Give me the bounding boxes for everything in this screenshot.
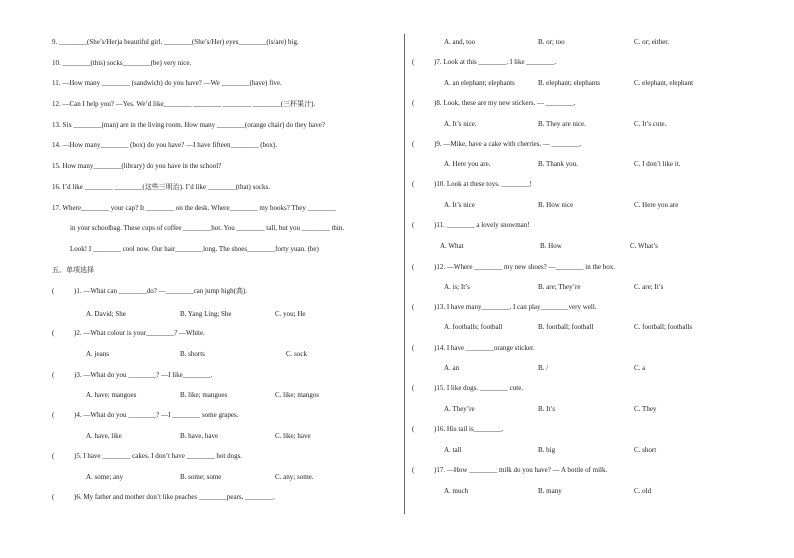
mc-13-option-c[interactable]: C. football; footballs	[634, 323, 693, 331]
mc-16-option-a[interactable]: A. tall	[444, 446, 462, 454]
paren-close: )	[434, 384, 437, 392]
mc-question-5	[52, 452, 242, 461]
question-text: 15. I like dogs. ________ cute.	[436, 384, 524, 392]
question-text: 9. —Mike, have a cake with cherries. — ________.	[436, 140, 582, 148]
mc-question-3	[52, 371, 212, 380]
answer-blank[interactable]: (	[412, 425, 415, 433]
mc-15-option-c[interactable]: C. They	[634, 405, 657, 413]
mc-question-12	[412, 263, 615, 272]
question-text: 13. I have many________. I can play________very well.	[436, 303, 597, 311]
mc-8-option-a[interactable]: A. It’s nice.	[444, 120, 477, 128]
mc-2-option-a[interactable]: A. jeans	[86, 350, 109, 358]
mc-question-17	[412, 466, 607, 475]
fill-item-15: 15. How many________(library) do you have in the school?	[52, 162, 222, 170]
question-text: 12. —Where ________ my new shoes? —________ in the box.	[436, 263, 616, 271]
mc-6-option-b[interactable]: B. or; too	[538, 38, 565, 46]
mc-10-option-a[interactable]: A. It’s nice	[444, 201, 475, 209]
question-text: 14. I have ________orange sticker.	[436, 344, 535, 352]
answer-blank[interactable]: (	[52, 411, 55, 419]
question-text: 11. ________ a lovely snowman!	[436, 221, 530, 229]
fill-item-10: 10. ________(this) socks________(be) very nice.	[52, 59, 192, 67]
mc-12-option-a[interactable]: A. is; It’s	[444, 283, 470, 291]
mc-11-option-b[interactable]: B. How	[540, 242, 562, 250]
fill-item-17: 17. Where________ your cap? It ________ on the desk. Where________ my books? They ________	[52, 204, 336, 212]
answer-blank[interactable]: (	[412, 263, 415, 271]
mc-question-16	[412, 425, 503, 434]
mc-question-7	[412, 58, 556, 67]
mc-16-option-c[interactable]: C. short	[634, 446, 657, 454]
question-text: 2. —What colour is your________? —White.	[76, 329, 205, 337]
paren-close: )	[434, 58, 437, 66]
mc-10-option-b[interactable]: B. How nice	[538, 201, 574, 209]
paren-close: )	[74, 452, 77, 460]
mc-4-option-c[interactable]: C. like; have	[275, 432, 311, 440]
mc-question-9	[412, 140, 581, 149]
fill-item-12: 12. —Can I help you? —Yes. We’d like________ ________ ________ ________(三杯果汁).	[52, 100, 316, 108]
mc-5-option-a[interactable]: A. some; any	[86, 473, 124, 481]
answer-blank[interactable]: (	[52, 493, 55, 501]
mc-1-option-c[interactable]: C. you; He	[275, 310, 306, 318]
fill-item-17-cont-1: in your schoolbag. These cups of coffee ________hot. You ________ tall, but you ________ thin.	[70, 224, 345, 232]
mc-6-option-c[interactable]: C. or; either.	[634, 38, 669, 46]
question-text: 8. Look, these are my new stickers. — ________.	[436, 99, 576, 107]
mc-14-option-b[interactable]: B. /	[538, 364, 549, 372]
paren-close: )	[74, 287, 77, 295]
mc-8-option-c[interactable]: C. It’s cute.	[634, 120, 667, 128]
mc-8-option-b[interactable]: B. They are nice.	[538, 120, 586, 128]
mc-3-option-a[interactable]: A. have; mangoes	[86, 391, 137, 399]
paren-close: )	[434, 221, 437, 229]
answer-blank[interactable]: (	[52, 329, 55, 337]
paren-close: )	[434, 180, 437, 188]
mc-13-option-a[interactable]: A. footballs; football	[444, 323, 503, 331]
mc-question-15	[412, 384, 523, 393]
fill-item-17-cont-2: Look! I ________ cool now. Our hair________long. The shoes________forty yuan. (be)	[70, 245, 319, 253]
left-column	[52, 0, 392, 558]
answer-blank[interactable]: (	[412, 384, 415, 392]
mc-question-2	[52, 329, 205, 338]
answer-blank[interactable]: (	[412, 99, 415, 107]
fill-item-16: 16. I’d like ________ ________(这些三明治). I’d like ________(that) socks.	[52, 183, 270, 191]
mc-9-option-a[interactable]: A. Here you are.	[444, 160, 491, 168]
mc-1-option-a[interactable]: A. David; She	[86, 310, 126, 318]
mc-15-option-a[interactable]: A. They’re	[444, 405, 475, 413]
mc-3-option-c[interactable]: C. like; mangos	[275, 391, 320, 399]
paren-close: )	[434, 466, 437, 474]
answer-blank[interactable]: (	[412, 466, 415, 474]
mc-4-option-a[interactable]: A. have, like	[86, 432, 122, 440]
mc-4-option-b[interactable]: B. have, have	[180, 432, 219, 440]
mc-9-option-b[interactable]: B. Thank you.	[538, 160, 578, 168]
fill-item-9: 9. ________(She’s/Her)a beautiful girl. ________(She’s/Her) eyes________(is/are) big.	[52, 38, 299, 46]
paren-close: )	[434, 303, 437, 311]
fill-item-11: 11. —How many ________ (sandwich) do you have? —We ________(have) five.	[52, 79, 282, 87]
mc-3-option-b[interactable]: B. like; mangoes	[180, 391, 228, 399]
mc-question-14	[412, 344, 535, 353]
paren-close: )	[74, 411, 77, 419]
paren-close: )	[434, 263, 437, 271]
paren-close: )	[434, 344, 437, 352]
mc-1-option-b[interactable]: B. Yang Ling; She	[180, 310, 232, 318]
mc-5-option-b[interactable]: B. some; some	[180, 473, 222, 481]
answer-blank[interactable]: (	[412, 58, 415, 66]
mc-question-1	[52, 287, 247, 296]
paren-close: )	[74, 493, 77, 501]
paren-close: )	[434, 140, 437, 148]
answer-blank[interactable]: (	[412, 180, 415, 188]
mc-12-option-c[interactable]: C. are; It’s	[634, 283, 664, 291]
answer-blank[interactable]: (	[412, 344, 415, 352]
mc-14-option-a[interactable]: A. an	[444, 364, 460, 372]
mc-11-option-c[interactable]: C. What’s	[630, 242, 658, 250]
mc-17-option-c[interactable]: C. old	[634, 487, 652, 495]
mc-question-4	[52, 411, 239, 420]
mc-13-option-b[interactable]: B. football; football	[538, 323, 594, 331]
mc-15-option-b[interactable]: B. It’s	[538, 405, 556, 413]
paren-close: )	[434, 425, 437, 433]
question-text: 10. Look at these toys. ________!	[436, 180, 532, 188]
mc-6-option-a[interactable]: A. and, too	[444, 38, 476, 46]
mc-17-option-b[interactable]: B. many	[538, 487, 562, 495]
mc-12-option-b[interactable]: B. are; They’re	[538, 283, 581, 291]
mc-question-6	[52, 493, 275, 502]
paren-close: )	[74, 371, 77, 379]
answer-blank[interactable]: (	[52, 287, 55, 295]
mc-2-option-c[interactable]: C. sock	[286, 350, 307, 358]
question-text: 1. —What can ________do? —________can jump high(高).	[76, 287, 248, 295]
mc-14-option-c[interactable]: C. a	[634, 364, 646, 372]
fill-item-14: 14. —How many________ (box) do you have? —I have fifteen________ (box).	[52, 141, 278, 149]
question-text: 4. —What do you ________? —I ________ some grapes.	[76, 411, 239, 419]
question-text: 3. —What do you ________? —I like________.	[76, 371, 213, 379]
question-text: 6. My father and mother don’t like peaches ________pears, ________.	[76, 493, 275, 501]
mc-10-option-c[interactable]: C. Here you are	[634, 201, 679, 209]
mc-question-11	[412, 221, 530, 230]
mc-5-option-c[interactable]: C. any; some.	[275, 473, 314, 481]
question-text: 5. I have ________ cakes. I don’t have ________ hot dogs.	[76, 452, 243, 460]
answer-blank[interactable]: (	[412, 303, 415, 311]
answer-blank[interactable]: (	[412, 140, 415, 148]
question-text: 17. —How ________ milk do you have? — A bottle of milk.	[436, 466, 608, 474]
question-text: 7. Look at this ________. I like ________.	[436, 58, 557, 66]
fill-item-13: 13. Six ________(man) are in the living room. How many ________(orange chair) do they have?	[52, 121, 325, 129]
mc-7-option-b[interactable]: B. elephant; elephants	[538, 79, 601, 87]
answer-blank[interactable]: (	[412, 221, 415, 229]
answer-blank[interactable]: (	[52, 371, 55, 379]
section-title: 五、单项选择	[52, 266, 94, 274]
mc-16-option-b[interactable]: B. big	[538, 446, 556, 454]
mc-11-option-a[interactable]: A. What	[440, 242, 464, 250]
mc-question-13	[412, 303, 597, 312]
question-text: 16. His tail is________.	[436, 425, 504, 433]
column-divider	[404, 34, 405, 514]
answer-blank[interactable]: (	[52, 452, 55, 460]
paren-close: )	[74, 329, 77, 337]
mc-question-8	[412, 99, 576, 108]
mc-7-option-a[interactable]: A. an elephant; elephants	[444, 79, 515, 87]
mc-question-10	[412, 180, 532, 189]
paren-close: )	[434, 99, 437, 107]
mc-9-option-c[interactable]: C. I don’t like it.	[634, 160, 681, 168]
mc-7-option-c[interactable]: C. elephant, elephant	[634, 79, 694, 87]
right-column	[412, 0, 752, 558]
mc-2-option-b[interactable]: B. shorts	[180, 350, 205, 358]
mc-17-option-a[interactable]: A. much	[444, 487, 469, 495]
